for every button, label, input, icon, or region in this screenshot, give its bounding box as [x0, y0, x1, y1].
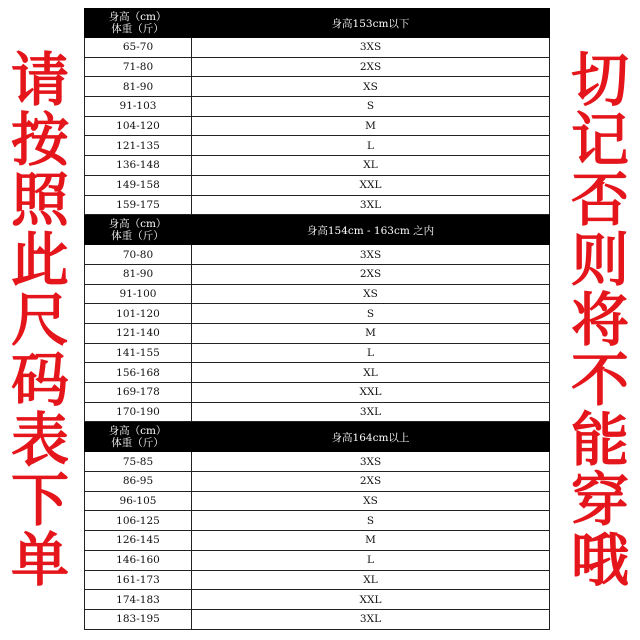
size-cell: 3XS — [359, 41, 382, 54]
table-row — [84, 383, 550, 403]
table-row — [84, 265, 550, 285]
header-labels — [84, 425, 191, 449]
weight-cell: 104-120 — [85, 117, 192, 136]
size-cell: S — [366, 100, 375, 113]
table-row — [84, 97, 550, 117]
size-cell: 3XL — [359, 198, 382, 211]
table-row — [84, 38, 550, 58]
size-cell: 2XS — [359, 61, 382, 74]
table-row — [84, 452, 550, 472]
table-row — [84, 136, 550, 156]
table-row — [84, 403, 550, 423]
size-cell: 2XS — [359, 268, 382, 281]
size-cell: XL — [363, 573, 378, 586]
weight-cell: 121-140 — [85, 324, 192, 343]
weight-cell: 101-120 — [85, 304, 192, 323]
size-cell: S — [366, 514, 375, 527]
table-row — [84, 117, 550, 137]
table-row — [84, 571, 550, 591]
size-cell: XXL — [359, 593, 382, 606]
size-cell: XS — [363, 495, 378, 508]
weight-cell: 146-160 — [85, 551, 192, 570]
size-cell: L — [367, 346, 374, 359]
table-row — [84, 176, 550, 196]
weight-cell: 75-85 — [85, 452, 192, 471]
header-labels — [84, 11, 191, 35]
table-row — [84, 492, 550, 512]
header-weight-label: 体重（斤） — [111, 230, 164, 243]
header-labels — [84, 218, 191, 242]
table-row — [84, 472, 550, 492]
size-cell: M — [365, 534, 376, 547]
header-height-range: 身高154cm - 163cm 之内 — [306, 224, 435, 237]
table-row — [84, 363, 550, 383]
slogan-left-char: 单 — [10, 526, 69, 594]
slogan-right-char: 穿 — [570, 466, 629, 534]
size-cell: XL — [363, 366, 378, 379]
slogan-right-char: 能 — [570, 406, 629, 474]
slogan-right-char: 切 — [570, 46, 629, 114]
size-group — [84, 8, 550, 215]
weight-cell: 159-175 — [85, 196, 192, 215]
size-cell: XXL — [359, 386, 382, 399]
size-cell: 3XL — [359, 613, 382, 626]
size-cell: 2XS — [359, 475, 382, 488]
slogan-right-char: 将 — [570, 286, 629, 354]
header-height-range: 身高164cm以上 — [331, 431, 410, 444]
size-cell: XS — [363, 287, 378, 300]
table-row — [84, 156, 550, 176]
slogan-left-char: 尺 — [10, 286, 69, 354]
table-row — [84, 610, 550, 630]
side-slogan-left — [0, 0, 80, 640]
slogan-left-char: 码 — [10, 346, 69, 414]
weight-cell: 81-90 — [85, 77, 192, 96]
size-chart-table — [84, 8, 550, 630]
weight-cell: 106-125 — [85, 511, 192, 530]
side-slogan-right — [560, 0, 640, 640]
size-cell: 3XS — [359, 455, 382, 468]
size-cell: S — [366, 307, 375, 320]
group-header — [84, 215, 550, 245]
weight-cell: 91-100 — [85, 285, 192, 304]
weight-cell: 86-95 — [85, 472, 192, 491]
weight-cell: 174-183 — [85, 590, 192, 609]
weight-cell: 169-178 — [85, 383, 192, 402]
size-cell: 3XL — [359, 406, 382, 419]
header-height-label: 身高（cm） — [108, 218, 167, 231]
group-header — [84, 8, 550, 38]
weight-cell: 136-148 — [85, 156, 192, 175]
slogan-right-char: 不 — [570, 346, 629, 414]
table-row — [84, 551, 550, 571]
weight-cell: 126-145 — [85, 531, 192, 550]
weight-cell: 170-190 — [85, 403, 192, 422]
table-row — [84, 285, 550, 305]
size-cell: L — [367, 139, 374, 152]
slogan-left-char: 照 — [10, 166, 69, 234]
slogan-left-char: 此 — [10, 226, 69, 294]
table-row — [84, 590, 550, 610]
weight-cell: 161-173 — [85, 571, 192, 590]
weight-cell: 183-195 — [85, 610, 192, 629]
slogan-left-char: 请 — [10, 46, 69, 114]
weight-cell: 149-158 — [85, 176, 192, 195]
weight-cell: 71-80 — [85, 58, 192, 77]
size-cell: XL — [363, 159, 378, 172]
table-row — [84, 531, 550, 551]
size-cell: M — [365, 120, 376, 133]
slogan-right-char: 哦 — [570, 526, 629, 594]
slogan-right-char: 否 — [570, 166, 629, 234]
weight-cell: 65-70 — [85, 38, 192, 57]
size-cell: M — [365, 327, 376, 340]
header-height-range: 身高153cm以下 — [331, 17, 410, 30]
header-height-label: 身高（cm） — [108, 425, 167, 438]
header-weight-label: 体重（斤） — [111, 437, 164, 450]
weight-cell: 96-105 — [85, 492, 192, 511]
size-cell: 3XS — [359, 248, 382, 261]
group-header — [84, 422, 550, 452]
table-row — [84, 77, 550, 97]
weight-cell: 156-168 — [85, 363, 192, 382]
table-row — [84, 511, 550, 531]
header-weight-label: 体重（斤） — [111, 23, 164, 35]
slogan-right-char: 记 — [570, 106, 629, 174]
table-row — [84, 245, 550, 265]
weight-cell: 141-155 — [85, 344, 192, 363]
size-cell: XXL — [359, 179, 382, 192]
weight-cell: 121-135 — [85, 136, 192, 155]
weight-cell: 70-80 — [85, 245, 192, 264]
slogan-left-char: 表 — [10, 406, 69, 474]
size-cell: XS — [363, 80, 378, 93]
slogan-left-char: 按 — [10, 106, 69, 174]
table-row — [84, 58, 550, 78]
header-height-label: 身高（cm） — [108, 11, 167, 23]
weight-cell: 91-103 — [85, 97, 192, 116]
slogan-right-char: 则 — [570, 226, 629, 294]
size-group — [84, 215, 550, 422]
slogan-left-char: 下 — [10, 466, 69, 534]
table-row — [84, 304, 550, 324]
table-row — [84, 324, 550, 344]
table-row — [84, 344, 550, 364]
size-group — [84, 422, 550, 629]
weight-cell: 81-90 — [85, 265, 192, 284]
size-cell: L — [367, 554, 374, 567]
table-row — [84, 196, 550, 216]
